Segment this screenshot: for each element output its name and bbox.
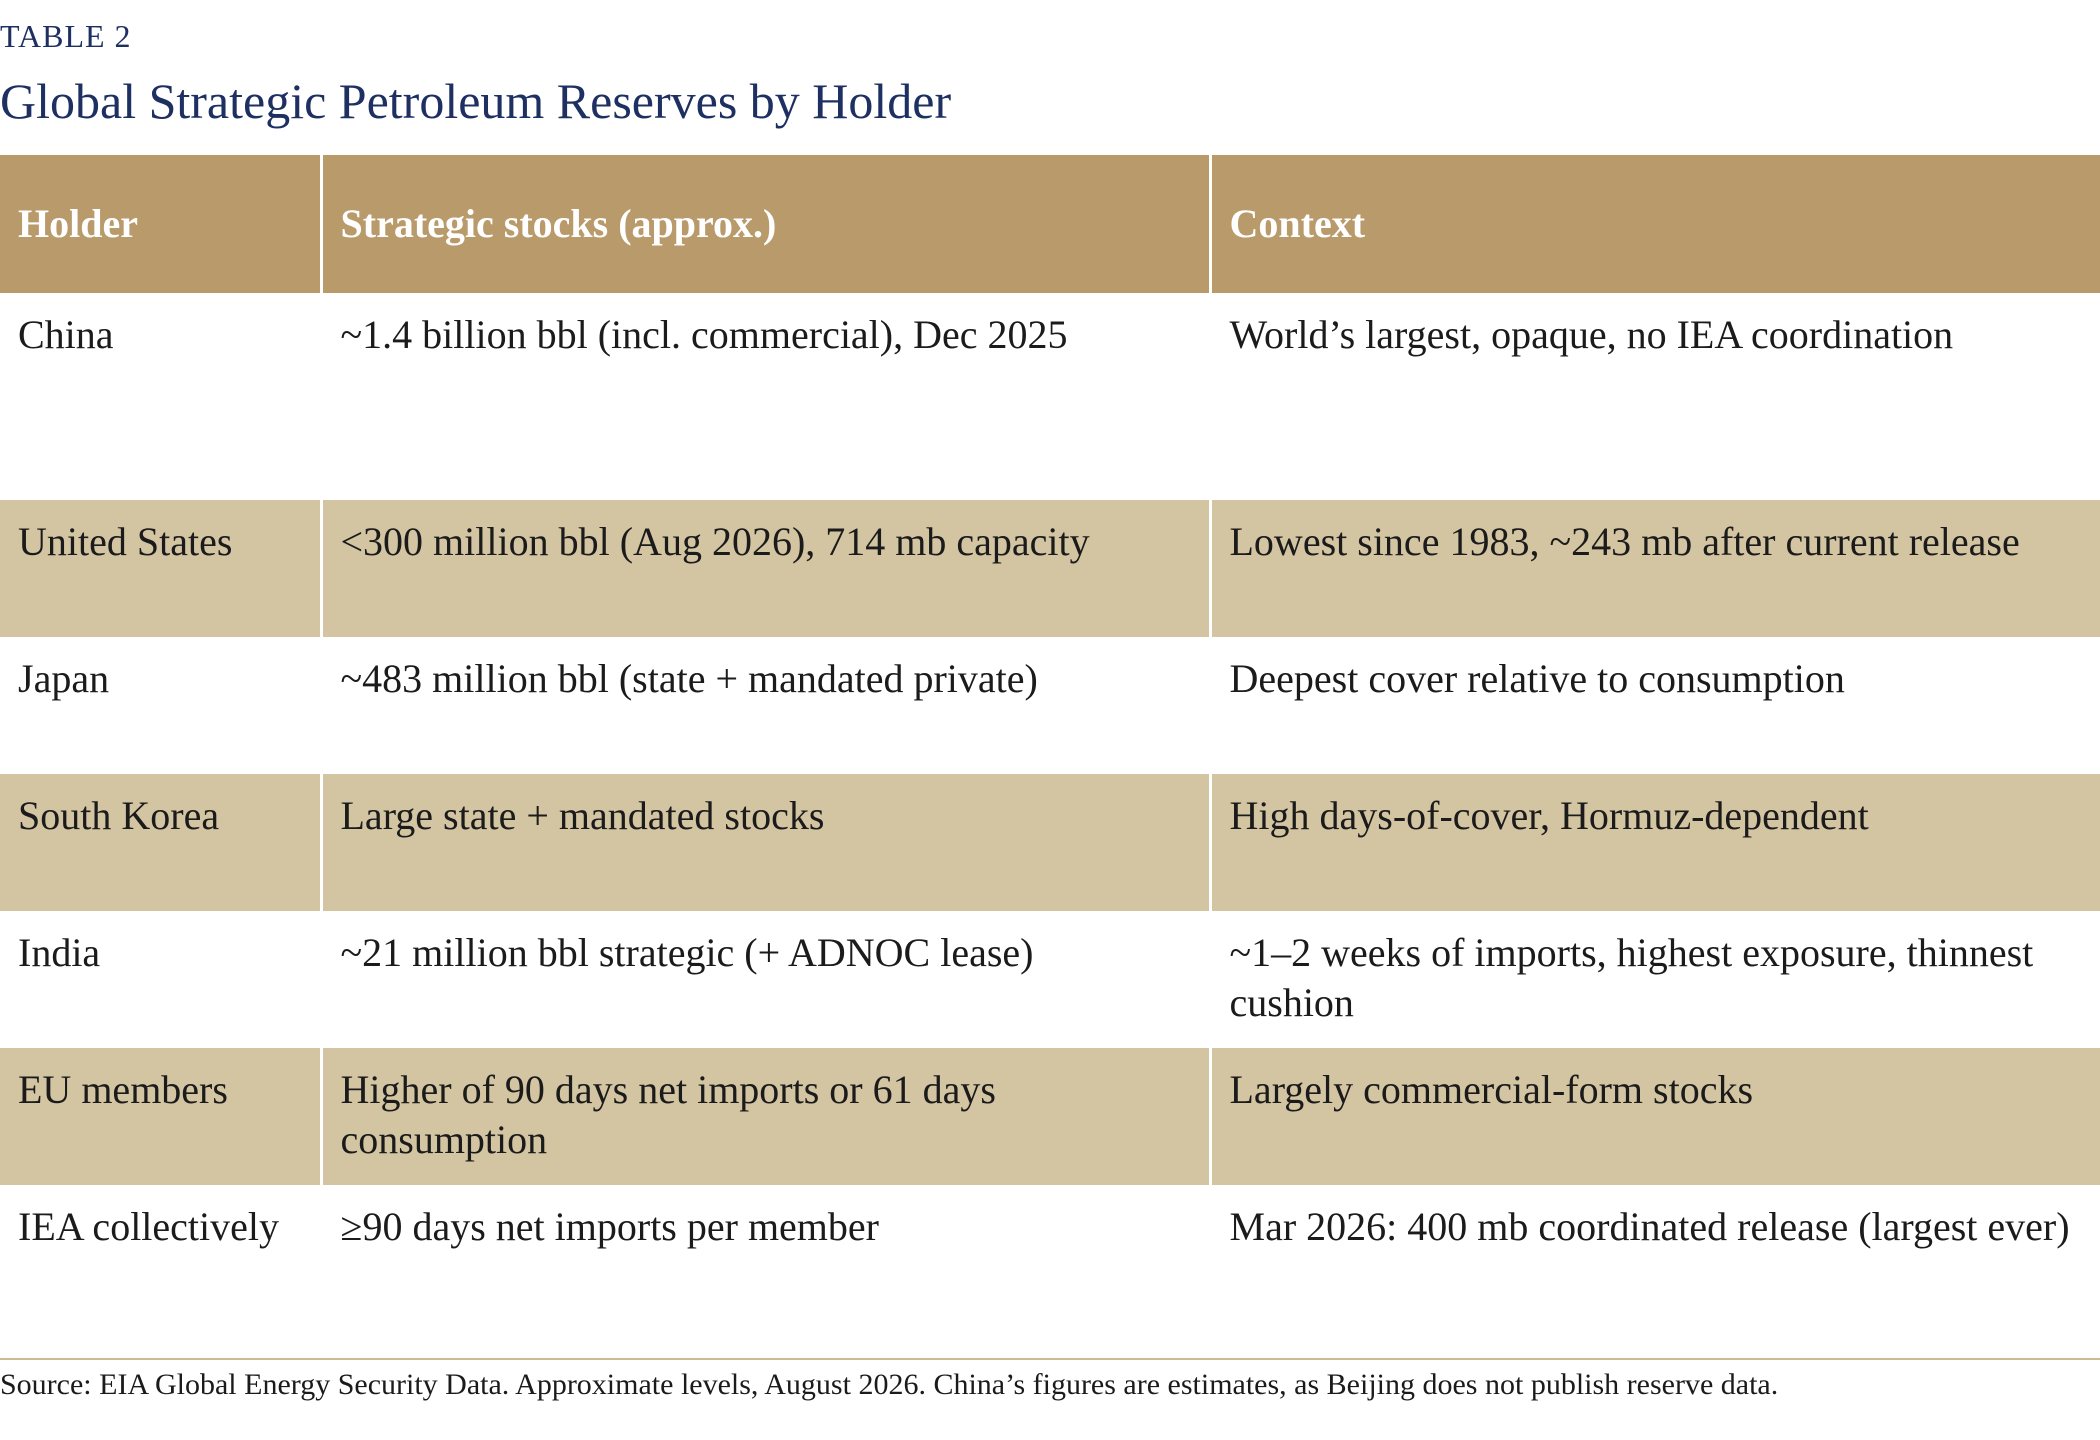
table-row (0, 1185, 2100, 1322)
table-label: TABLE 2 (0, 18, 132, 54)
source-note: Source: EIA Global Energy Security Data. Approximate levels, August 2026. China’s figures are estimates, as Beijing does not publish reserve data. (0, 1368, 1779, 1401)
cell-holder: EU members (0, 1048, 321, 1185)
cell-holder: India (18, 930, 101, 975)
cell-stocks: ~21 million bbl strategic (+ ADNOC lease) (321, 911, 1210, 1048)
table-row (0, 911, 2100, 1048)
cell-stocks: Large state + mandated stocks (321, 774, 1210, 911)
cell-holder: IEA collectively (18, 1204, 280, 1249)
header-row (0, 155, 2100, 293)
header-holder: Holder (0, 155, 321, 293)
table-title: Global Strategic Petroleum Reserves by Holder (0, 73, 952, 129)
cell-context: Mar 2026: 400 mb coordinated release (largest ever) (1210, 1185, 2100, 1322)
cell-stocks: Higher of 90 days net imports or 61 days consumption (321, 1048, 1210, 1185)
cell-stocks: ~483 million bbl (state + mandated private) (321, 637, 1210, 774)
table-row (0, 1048, 2100, 1185)
reserves-table (0, 155, 2100, 1322)
cell-context: Deepest cover relative to consumption (1210, 637, 2100, 774)
cell-context: ~1–2 weeks of imports, highest exposure, thinnest cushion (1210, 911, 2100, 1048)
cell-stocks: <300 million bbl (Aug 2026), 714 mb capacity (321, 500, 1210, 637)
table-row (0, 293, 2100, 500)
cell-context: Lowest since 1983, ~243 mb after current release (1210, 500, 2100, 637)
cell-stocks: ≥90 days net imports per member (321, 1185, 1210, 1322)
cell-stocks: ~1.4 billion bbl (incl. commercial), Dec 2025 (321, 293, 1210, 500)
footer-divider (0, 1358, 2100, 1360)
table-row (0, 774, 2100, 911)
header-context: Context (1210, 155, 2100, 293)
table-row (0, 500, 2100, 637)
cell-holder: United States (0, 500, 321, 637)
cell-holder: China (18, 312, 114, 357)
table-row (0, 637, 2100, 774)
cell-context: High days-of-cover, Hormuz-dependent (1210, 774, 2100, 911)
cell-context: World’s largest, opaque, no IEA coordination (1210, 293, 2100, 500)
cell-holder: South Korea (0, 774, 321, 911)
header-stocks: Strategic stocks (approx.) (321, 155, 1210, 293)
cell-context: Largely commercial-form stocks (1210, 1048, 2100, 1185)
cell-holder: Japan (18, 656, 110, 701)
